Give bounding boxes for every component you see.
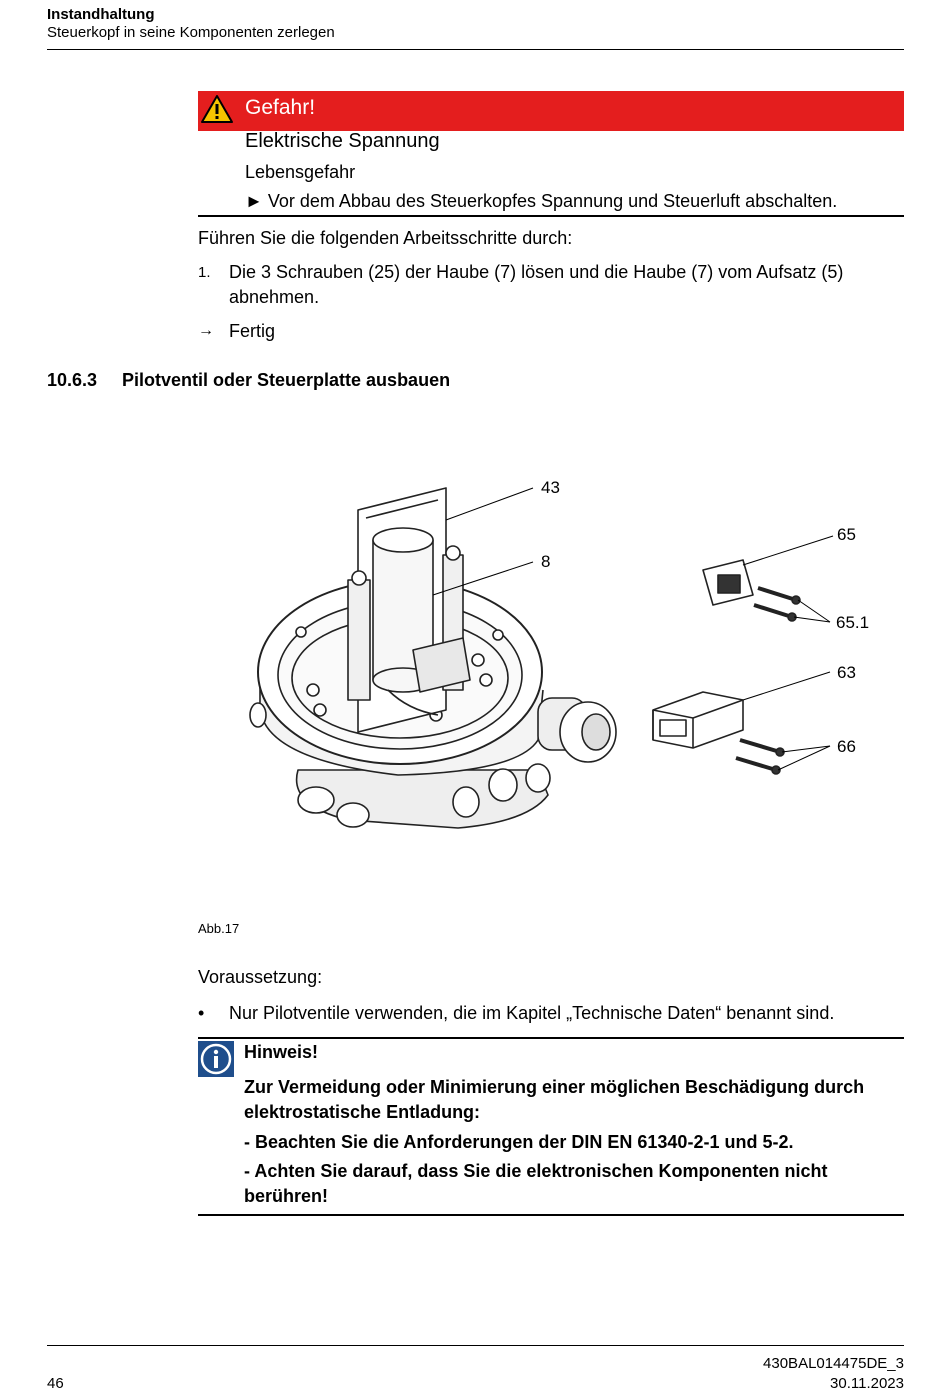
section-number: 10.6.3 (47, 370, 98, 390)
danger-title: Elektrische Spannung (245, 130, 440, 152)
info-icon (198, 1041, 234, 1077)
figure-caption: Abb.17 (198, 921, 240, 936)
note-text-3: - Achten Sie darauf, dass Sie die elektronischen Komponenten nicht berühren! (244, 1161, 828, 1206)
bullet: • (198, 1003, 205, 1023)
danger-label: Gefahr! (245, 96, 316, 119)
footer-divider (47, 1345, 904, 1346)
figure-label-65-1: 65.1 (836, 613, 870, 632)
note-text-1: Zur Vermeidung oder Minimierung einer möglichen Beschädigung durch elektrostatische Entladung: (244, 1077, 865, 1122)
danger-bottom-rule (198, 215, 904, 217)
step-text-line1: Die 3 Schrauben (25) der Haube (7) lösen und die Haube (7) vom Aufsatz (5) (229, 262, 844, 282)
header-section-title: Instandhaltung (47, 6, 155, 23)
result-text: Fertig (229, 321, 276, 341)
figure-label-43: 43 (541, 478, 560, 497)
prerequisite-item: Nur Pilotventile verwenden, die im Kapitel „Technische Daten“ benannt sind. (229, 1003, 835, 1023)
header-divider (47, 49, 904, 50)
danger-action (245, 191, 837, 212)
section-title: Pilotventil oder Steuerplatte ausbauen (122, 370, 451, 390)
note-text-2: - Beachten Sie die Anforderungen der DIN EN 61340-2-1 und 5-2. (244, 1132, 794, 1152)
prerequisite-label: Voraussetzung: (198, 967, 323, 987)
result-arrow-icon: → (198, 322, 214, 339)
control-head-exploded-figure (198, 410, 878, 860)
figure-label-63: 63 (837, 663, 856, 682)
page-number: 46 (47, 1375, 64, 1392)
steps-intro: Führen Sie die folgenden Arbeitsschritte durch: (198, 228, 573, 248)
figure-label-66: 66 (837, 737, 856, 756)
note-label: Hinweis! (244, 1042, 319, 1062)
note-top-rule (198, 1037, 904, 1039)
step-text-line2: abnehmen. (229, 287, 320, 307)
header-subtitle: Steuerkopf in seine Komponenten zerlegen (47, 24, 335, 41)
danger-consequence: Lebensgefahr (245, 162, 356, 182)
figure-label-65: 65 (837, 525, 856, 544)
danger-action-text: Vor dem Abbau des Steuerkopfes Spannung und Steuerluft abschalten. (267, 191, 838, 211)
step-number: 1. (198, 264, 211, 281)
note-bottom-rule (198, 1214, 904, 1216)
warning-triangle-icon (200, 94, 234, 124)
document-date: 30.11.2023 (830, 1375, 904, 1392)
action-marker: ► (245, 191, 263, 211)
figure-label-8: 8 (541, 552, 551, 571)
document-id: 430BAL014475DE_3 (763, 1355, 904, 1372)
